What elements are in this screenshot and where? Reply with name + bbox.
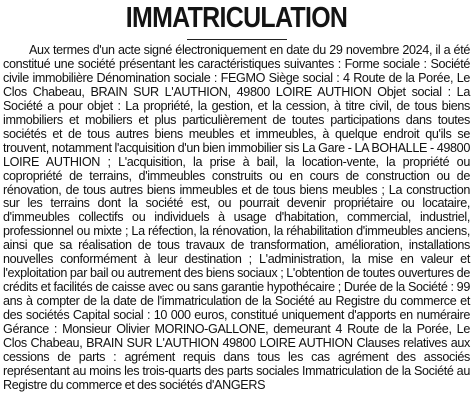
notice-body: Aux termes d'un acte signé électroniquement en date du 29 novembre 2024, il a été constitué une société présentant les caractéristiques suivantes : Forme sociale : Société civile immobilière Dénomination sociale : FEGMO Siège social : 4 Route de la Porée, Le Clos Chabeau, BRAIN SUR L'AUTHION, 49800 LOIRE AUTHION Objet social : La Société a pour objet : La propriété, la gestion, et la cession, à titre civil, de tous biens immobiliers et mobiliers et plus particulièrement de toutes participations dans toutes sociétés et de tous autres biens meubles et immeubles, à quelque endroit qu'ils se trouvent, notamment l'acquisition d'un bien immobilier sis La Gare - LA BOHALLE - 49800 LOIRE AUTHION ; L'acquisition, la prise à bail, la location-vente, la propriété ou copropriété de terrains, d'immeubles construits ou en cours de construction ou de rénovation, de tous autres biens immeubles et de tous biens meubles ; La construction sur les terrains dont la société est, ou pourrait devenir propriétaire ou locataire, d'immeubles collectifs ou individuels à usage d'habitation, commercial, industriel, professionnel ou mixte ; La réfection, la rénovation, la réhabilitation d'immeubles anciens, ainsi que sa réalisation de tous travaux de transformation, amélioration, installations nouvelles conformément à leur destination ; L'administration, la mise en valeur et l'exploitation par bail ou autrement des biens sociaux ; L'obtention de toutes ouvertures de crédits et facilités de caisse avec ou sans garantie hypothécaire ; Durée de la Société : 99 ans à compter de la date de l'immatriculation de la Société au Registre du commerce et des sociétés Capital social : 10 000 euros, constitué uniquement d'apports en numéraire Gérance : Monsieur Olivier MORINO-GALLONE, demeurant 4 Route de la Porée, Le Clos Chabeau, BRAIN SUR L'AUTHION 49800 LOIRE AUTHION Clauses relatives aux cessions de parts : agrément requis dans tous les cas agrément des associés représentant au moins les trois-quarts des parts sociales Immatriculation de la Société au Registre du commerce et des sociétés d'ANGERS xyxy=(3,43,470,392)
title-underline xyxy=(187,39,287,40)
notice-title: IMMATRICULATION xyxy=(125,2,348,34)
